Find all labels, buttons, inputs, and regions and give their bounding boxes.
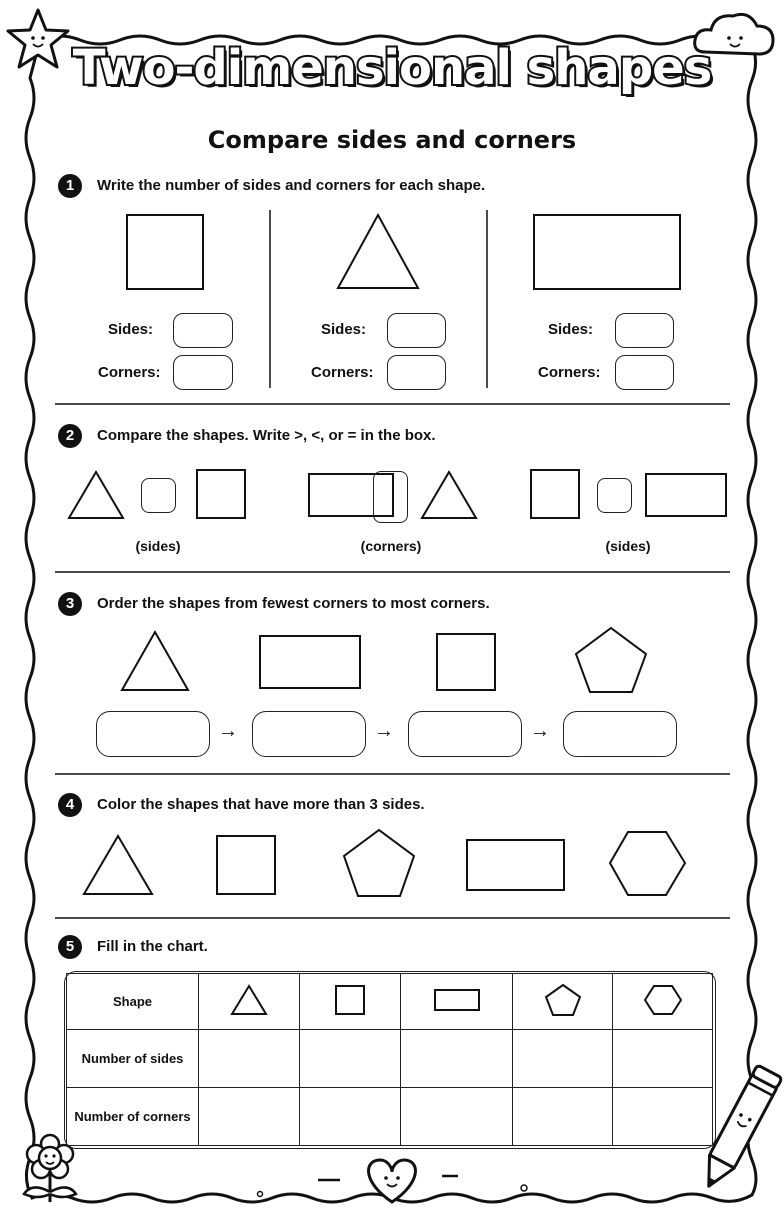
chart-rectangle-icon: [432, 987, 482, 1013]
q1-rectangle-shape: [534, 215, 680, 289]
q1-sides-answer-box-2[interactable]: [387, 313, 446, 348]
chart-shape-rectangle: [401, 974, 513, 1030]
question-4-text: Color the shapes that have more than 3 sides.: [97, 796, 425, 813]
question-3-text: Order the shapes from fewest corners to most corners.: [97, 595, 490, 612]
q3-triangle-shape: [122, 632, 188, 690]
chart-cell-sides-1[interactable]: [199, 1030, 300, 1088]
chart-shape-hexagon: [613, 974, 713, 1030]
q1-sides-answer-box-3[interactable]: [615, 313, 674, 348]
chart-header-shape: Shape: [67, 974, 199, 1030]
q1-square-shape: [127, 215, 203, 289]
chart-cell-sides-2[interactable]: [300, 1030, 401, 1088]
q1-sides-label-3: Sides:: [548, 321, 594, 338]
question-1-number: 1: [58, 174, 82, 198]
q1-corners-answer-box-3[interactable]: [615, 355, 674, 390]
q2-caption-2: (corners): [360, 538, 422, 554]
chart-shape-pentagon: [513, 974, 613, 1030]
q3-pentagon-shape: [576, 628, 646, 692]
q3-arrow-1: →: [218, 720, 238, 742]
q4-hexagon-shape: [610, 832, 685, 895]
q1-corners-answer-box-2[interactable]: [387, 355, 446, 390]
q3-order-box-3[interactable]: [408, 711, 522, 757]
chart-cell-sides-5[interactable]: [613, 1030, 713, 1088]
chart-header-corners: Number of corners: [67, 1088, 199, 1146]
q1-corners-label-2: Corners:: [311, 364, 374, 381]
q3-arrow-2: →: [374, 720, 394, 742]
q2-square-shape-c: [531, 470, 579, 518]
chart-cell-corners-5[interactable]: [613, 1088, 713, 1146]
q2-triangle-shape-a: [69, 472, 123, 518]
q3-rectangle-shape: [260, 636, 360, 688]
question-3-number: 3: [58, 592, 82, 616]
shape-chart: [66, 973, 713, 1146]
heart-icon: [369, 1160, 416, 1202]
page-title: Two-dimensional shapes: [72, 40, 712, 96]
chart-cell-corners-4[interactable]: [513, 1088, 613, 1146]
chart-pentagon-icon: [543, 982, 583, 1018]
chart-row-shape: [67, 974, 713, 1030]
q2-triangle-shape-b: [422, 472, 476, 518]
q4-rectangle-shape: [467, 840, 564, 890]
q2-caption-3: (sides): [605, 538, 651, 554]
chart-cell-corners-1[interactable]: [199, 1088, 300, 1146]
q1-sides-label-2: Sides:: [321, 321, 367, 338]
q3-order-box-1[interactable]: [96, 711, 210, 757]
chart-triangle-icon: [229, 983, 269, 1017]
chart-cell-corners-3[interactable]: [401, 1088, 513, 1146]
q2-rectangle-shape-c: [646, 474, 726, 516]
q3-order-box-4[interactable]: [563, 711, 677, 757]
q1-sides-answer-box-1[interactable]: [173, 313, 233, 348]
question-5-text: Fill in the chart.: [97, 938, 208, 955]
q4-pentagon-shape: [344, 830, 414, 896]
q3-order-box-2[interactable]: [252, 711, 366, 757]
q1-corners-label-3: Corners:: [538, 364, 601, 381]
page-subtitle: Compare sides and corners: [207, 126, 577, 154]
chart-row-corners: [67, 1088, 713, 1146]
question-2-number: 2: [58, 424, 82, 448]
q1-corners-answer-box-1[interactable]: [173, 355, 233, 390]
q2-compare-box-1[interactable]: [141, 478, 176, 513]
q1-corners-label-1: Corners:: [98, 364, 161, 381]
chart-row-sides: [67, 1030, 713, 1088]
question-5-number: 5: [58, 935, 82, 959]
q4-square-shape: [217, 836, 275, 894]
chart-shape-square: [300, 974, 401, 1030]
q2-compare-box-2[interactable]: [373, 471, 408, 523]
q4-triangle-shape: [84, 836, 152, 894]
chart-cell-sides-3[interactable]: [401, 1030, 513, 1088]
q1-sides-label-1: Sides:: [108, 321, 154, 338]
chart-square-icon: [333, 983, 367, 1017]
chart-cell-corners-2[interactable]: [300, 1088, 401, 1146]
q3-square-shape: [437, 634, 495, 690]
q2-caption-1: (sides): [135, 538, 181, 554]
q3-arrow-3: →: [530, 720, 550, 742]
chart-hexagon-icon: [642, 983, 684, 1017]
q1-triangle-shape: [338, 215, 418, 288]
chart-header-sides: Number of sides: [67, 1030, 199, 1088]
question-1-text: Write the number of sides and corners for each shape.: [97, 177, 486, 194]
chart-cell-sides-4[interactable]: [513, 1030, 613, 1088]
chart-shape-triangle: [199, 974, 300, 1030]
q2-square-shape-a: [197, 470, 245, 518]
q2-compare-box-3[interactable]: [597, 478, 632, 513]
question-2-text: Compare the shapes. Write >, <, or = in the box.: [97, 427, 436, 444]
question-4-number: 4: [58, 793, 82, 817]
